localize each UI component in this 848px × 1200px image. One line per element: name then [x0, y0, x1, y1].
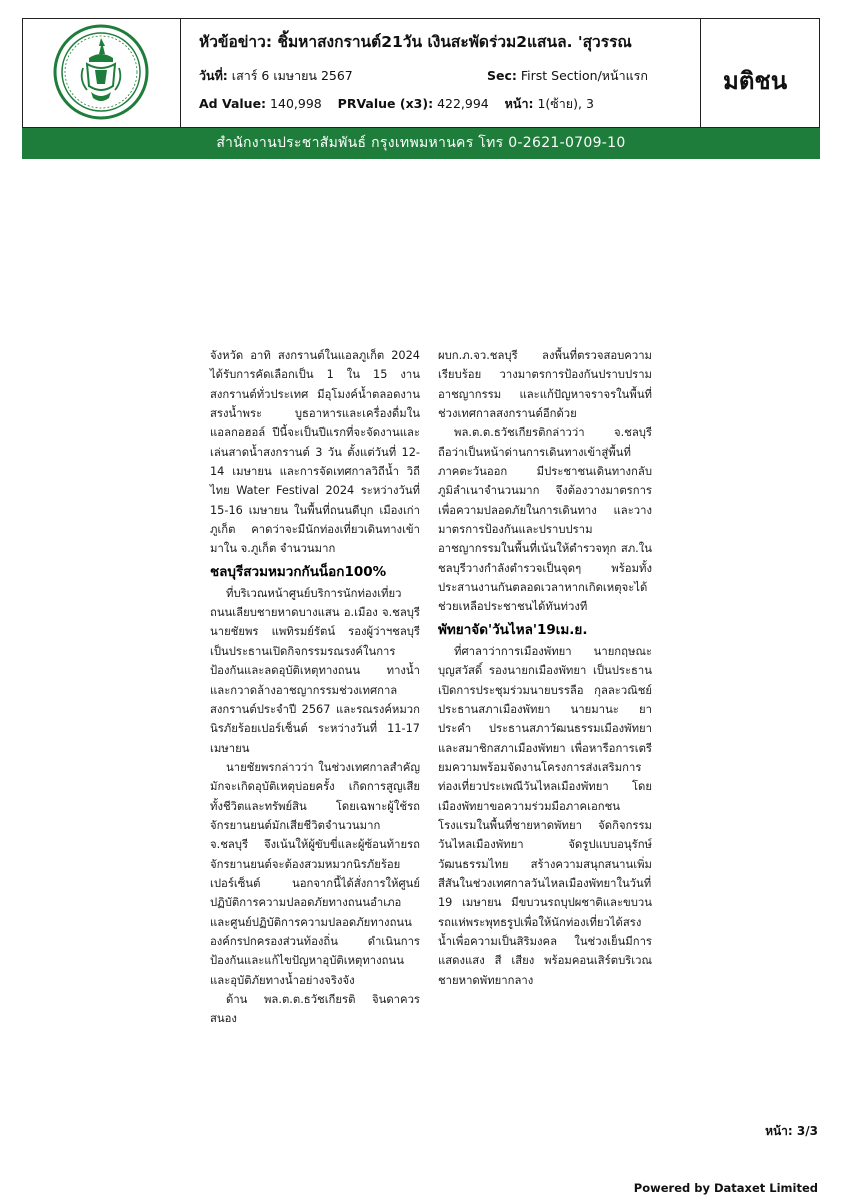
section-field — [487, 66, 648, 86]
subheading-pattaya: พัทยาจัด'วันไหล'19เม.ย. — [438, 621, 588, 638]
paragraph: พล.ต.ต.ธวัชเกียรติกล่าวว่า จ.ชลบุรี ถือว่าเป็นหน้าด่านการเดินทางเข้าสู่พื้นที่ภาคตะวันออก มีประชาชนเดินทางกลับภูมิลำเนาจำนวนมาก จึงต้องวางมาตรการเพื่อความปลอดภัยในการเดินทาง และวางมาตรการป้องกันและปราบปรามอาชญากรรมในพื้นที่เน้นให้ตำรวจทุก สภ.ในชลบุรีวางกำลังตำรวจเป็นจุดๆ พร้อมทั้งประสานงานกันตลอดเวลาหากเกิดเหตุจะได้ช่วยเหลือประชาชนได้ทันท่วงที — [438, 426, 652, 614]
value-row — [199, 94, 700, 110]
paragraph: ที่ศาลาว่าการเมืองพัทยา นายกฤษณะ บุญสวัสดิ์ รองนายกเมืองพัทยา เป็นประธานเปิดการประชุมร่วมนายบรรลือ กุลละวณิชย์ ประธานสภาเมืองพัทยา นายมานะ ยาประคำ ประธานสภาวัฒนธรรมเมืองพัทยา และสมาชิกสภาเมืองพัทยา เพื่อหารือการเตรียมความพร้อมจัดงานโครงการส่งเสริมการท่องเที่ยวประเพณีวันไหลเมืองพัทยา โดยเมืองพัทยาขอความร่วมมือภาคเอกชนโรงแรมในพื้นที่ชายหาดพัทยา จัดกิจกรรมวันไหลเมืองพัทยา จัดรูปแบบอนุรักษ์วัฒนธรรมไทย สร้างความสนุกสนานเพิ่มสีสันในช่วงเทศกาลวันไหลเมืองพัทยาในวันที่ 19 เมษายน มีขบวนรถบุปผชาติและขบวนรถแห่พระพุทธรูปเพื่อให้นักท่องเที่ยวได้สรงน้ำเพื่อความเป็นสิริมงคล ในช่วงเย็นมีการแสดงแสง สี เสียง พร้อมคอนเสิร์ตบริเวณชายหาดพัทยากลาง — [438, 644, 652, 987]
pr-value: 422,994 — [437, 96, 489, 111]
pr-value-label: PRValue (x3): — [337, 96, 434, 111]
section-label: Sec: — [487, 68, 517, 83]
clipping-header — [22, 18, 820, 128]
publication-cell — [701, 19, 819, 127]
ad-value-label: Ad Value: — [199, 96, 267, 111]
headline-label: หัวข้อข่าว: — [199, 33, 273, 51]
headline-text: ชิ้มหาสงกรานต์21วัน เงินสะพัดร่วม2แสนล. 'สุวรรณ — [277, 33, 632, 51]
paragraph: จังหวัด อาทิ สงกรานต์ในแอลภูเก็ต 2024 ได้รับการคัดเลือกเป็น 1 ใน 15 งานสงกรานต์ทั่วประเทศ มีอุโมงค์น้ำตลอดงาน สรงน้ำพระ บูธอาหารและเครื่องดื่มในแอลกอฮอล์ ปีนี้จะเป็นปีแรกที่จะจัดงานและเล่นสาดน้ำสงกรานต์ 3 วัน ตั้งแต่วันที่ 12-14 เมษายน และการจัดเทศกาลวิถีน้ำ วิถีไทย Water Festival 2024 ระหว่างวันที่ 15-16 เมษายน ในพื้นที่ถนนดีบุก เมืองเก่าภูเก็ต คาดว่าจะมีนักท่องเที่ยวเดินทางเข้ามาใน จ.ภูเก็ต จำนวนมาก — [210, 349, 420, 556]
date-value: เสาร์ 6 เมษายน 2567 — [231, 68, 353, 83]
clipping-info — [181, 19, 701, 127]
logo-cell — [23, 19, 181, 127]
paragraph: ด้าน พล.ต.ต.ธวัชเกียรติ จินดาควรสนอง — [210, 993, 420, 1026]
article-column-1 — [210, 346, 420, 1029]
subheading-chonburi: ชลบุรีสวมหมวกกันน็อก100% — [210, 563, 387, 580]
date-label: วันที่: — [199, 68, 228, 83]
page-ref-label: หน้า: — [504, 96, 534, 111]
powered-by-credit: Powered by Dataxet Limited — [633, 1181, 818, 1195]
paragraph: ผบก.ภ.จว.ชลบุรี ลงพื้นที่ตรวจสอบความเรียบร้อย วางมาตรการป้องกันปราบปรามอาชญากรรม และแก้ปัญหาจราจรในพื้นที่ช่วงเทศกาลสงกรานต์อีกด้วย — [438, 349, 652, 421]
date-row — [199, 66, 700, 82]
paragraph: ที่บริเวณหน้าศูนย์บริการนักท่องเที่ยว ถนนเลียบชายหาดบางแสน อ.เมือง จ.ชลบุรี นายชัยพร แพทิรมย์รัตน์ รองผู้ว่าฯชลบุรี เป็นประธานเปิดกิจกรรมรณรงค์ในการป้องกันและลดอุบัติเหตุทางถนน ทางน้ำ และกวาดล้างอาชญากรรมช่วงเทศกาลสงกรานต์ประจำปี 2567 และรณรงค์หมวกนิรภัยร้อยเปอร์เซ็นต์ ระหว่างวันที่ 11-17 เมษายน — [210, 586, 420, 755]
bangkok-emblem-icon — [53, 24, 149, 120]
page-number — [765, 1122, 818, 1141]
page-number-value: 3/3 — [796, 1124, 818, 1138]
article-column-2 — [438, 346, 652, 990]
page-number-label: หน้า: — [765, 1124, 793, 1138]
headline-row — [199, 29, 699, 54]
publication-name: มติชน — [723, 67, 788, 95]
section-value: First Section/หน้าแรก — [520, 68, 648, 83]
pr-office-banner: สำนักงานประชาสัมพันธ์ กรุงเทพมหานคร โทร 0-2621-0709-10 — [22, 128, 820, 159]
ad-value: 140,998 — [270, 96, 322, 111]
paragraph: นายชัยพรกล่าวว่า ในช่วงเทศกาลสำคัญมักจะเกิดอุบัติเหตุบ่อยครั้ง เกิดการสูญเสียทั้งชีวิตและทรัพย์สิน โดยเฉพาะผู้ใช้รถจักรยานยนต์มักเสียชีวิตจำนวนมาก จ.ชลบุรี จึงเน้นให้ผู้ขับขี่และผู้ซ้อนท้ายรถจักรยานยนต์จะต้องสวมหมวกนิรภัยร้อยเปอร์เซ็นต์ นอกจากนี้ได้สั่งการให้ศูนย์ปฏิบัติการความปลอดภัยทางถนนอำเภอ และศูนย์ปฏิบัติการความปลอดภัยทางถนนองค์กรปกครองส่วนท้องถิ่น ดำเนินการป้องกันและแก้ไขปัญหาอุบัติเหตุทางถนนและอุบัติภัยทางน้ำอย่างจริงจัง — [210, 760, 420, 987]
page-ref-value: 1(ซ้าย), 3 — [537, 96, 594, 111]
